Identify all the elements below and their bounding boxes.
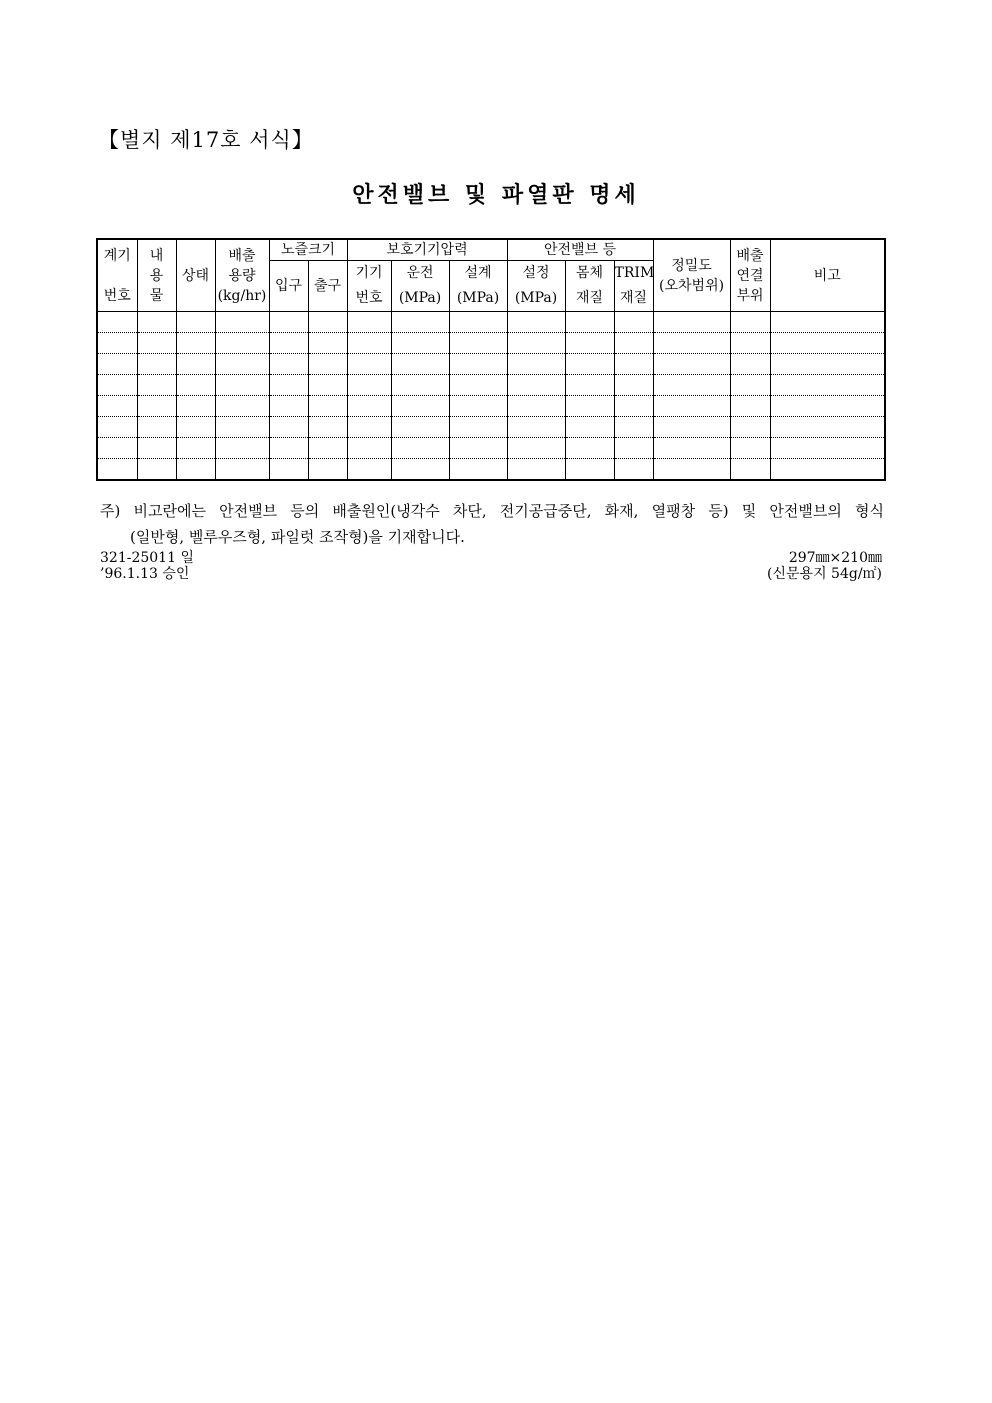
table-cell[interactable]	[614, 333, 653, 354]
table-cell[interactable]	[176, 459, 215, 481]
table-cell[interactable]	[614, 354, 653, 375]
table-cell[interactable]	[614, 438, 653, 459]
approval-date: ’96.1.13 승인	[100, 566, 190, 582]
table-cell[interactable]	[391, 333, 449, 354]
header-discharge-capacity: 배출 용량 (kg/hr)	[215, 239, 269, 312]
table-cell[interactable]	[507, 312, 565, 333]
table-cell[interactable]	[449, 438, 507, 459]
table-cell[interactable]	[730, 354, 770, 375]
table-cell[interactable]	[653, 417, 730, 438]
footer	[100, 550, 882, 582]
header-set-pressure: 설정 (MPa)	[507, 261, 565, 312]
header-precision: 정밀도 (오차범위)	[653, 239, 730, 312]
table-cell[interactable]	[308, 417, 347, 438]
table-row	[97, 333, 885, 354]
table-cell[interactable]	[308, 312, 347, 333]
table-cell[interactable]	[730, 459, 770, 481]
table-cell[interactable]	[347, 417, 391, 438]
table-cell[interactable]	[137, 396, 176, 417]
table-cell[interactable]	[176, 375, 215, 396]
header-contents: 내 용 물	[137, 239, 176, 312]
table-cell[interactable]	[176, 333, 215, 354]
table-cell[interactable]	[565, 333, 614, 354]
header-nozzle-outlet: 출구	[308, 261, 347, 312]
table-cell[interactable]	[269, 459, 308, 481]
header-equipment-no: 기기 번호	[347, 261, 391, 312]
table-cell[interactable]	[269, 438, 308, 459]
table-cell[interactable]	[391, 417, 449, 438]
table-cell[interactable]	[507, 354, 565, 375]
table-cell[interactable]	[770, 417, 885, 438]
table-cell[interactable]	[269, 375, 308, 396]
table-cell[interactable]	[176, 354, 215, 375]
table-cell[interactable]	[565, 396, 614, 417]
table-cell[interactable]	[308, 354, 347, 375]
table-cell[interactable]	[614, 312, 653, 333]
table-cell[interactable]	[308, 375, 347, 396]
table-cell[interactable]	[565, 312, 614, 333]
table-cell[interactable]	[215, 459, 269, 481]
table-cell[interactable]	[97, 375, 137, 396]
table-row	[97, 312, 885, 333]
table-cell[interactable]	[347, 396, 391, 417]
table-cell[interactable]	[308, 459, 347, 481]
header-nozzle-size: 노즐크기	[269, 239, 347, 261]
table-cell[interactable]	[507, 375, 565, 396]
paper-type: (신문용지 54g/㎡)	[767, 566, 882, 582]
table-cell[interactable]	[565, 459, 614, 481]
form-code: 321-25011 일	[100, 550, 194, 566]
table-cell[interactable]	[269, 312, 308, 333]
table-cell[interactable]	[215, 417, 269, 438]
table-cell[interactable]	[565, 354, 614, 375]
header-trim-material: TRIM 재질	[614, 261, 653, 312]
table-cell[interactable]	[97, 459, 137, 481]
table-cell[interactable]	[449, 312, 507, 333]
table-cell[interactable]	[347, 354, 391, 375]
table-cell[interactable]	[770, 438, 885, 459]
table-cell[interactable]	[507, 438, 565, 459]
table-cell[interactable]	[308, 438, 347, 459]
header-gauge-no: 계기 번호	[97, 239, 137, 312]
table-cell[interactable]	[215, 312, 269, 333]
table-cell[interactable]	[507, 333, 565, 354]
table-cell[interactable]	[730, 312, 770, 333]
table-cell[interactable]	[347, 459, 391, 481]
table-cell[interactable]	[565, 438, 614, 459]
table-cell[interactable]	[770, 396, 885, 417]
table-row	[97, 459, 885, 481]
table-cell[interactable]	[653, 354, 730, 375]
header-state: 상태	[176, 239, 215, 312]
table-cell[interactable]	[176, 312, 215, 333]
table-cell[interactable]	[97, 312, 137, 333]
header-operating-pressure: 운전 (MPa)	[391, 261, 449, 312]
table-cell[interactable]	[507, 396, 565, 417]
table-cell[interactable]	[770, 459, 885, 481]
table-cell[interactable]	[614, 375, 653, 396]
table-cell[interactable]	[97, 396, 137, 417]
table-cell[interactable]	[730, 438, 770, 459]
table-cell[interactable]	[137, 375, 176, 396]
table-cell[interactable]	[730, 417, 770, 438]
table-cell[interactable]	[653, 312, 730, 333]
table-cell[interactable]	[269, 333, 308, 354]
table-row	[97, 354, 885, 375]
note-line-2: (일반형, 벨루우즈형, 파일럿 조작형)을 기재합니다.	[130, 528, 465, 546]
table-cell[interactable]	[507, 459, 565, 481]
table-cell[interactable]	[449, 396, 507, 417]
table-cell[interactable]	[347, 312, 391, 333]
table-cell[interactable]	[391, 396, 449, 417]
table-cell[interactable]	[137, 312, 176, 333]
table-cell[interactable]	[269, 396, 308, 417]
header-protected-equipment-pressure: 보호기기압력	[347, 239, 507, 261]
table-cell[interactable]	[391, 312, 449, 333]
table-cell[interactable]	[770, 375, 885, 396]
table-row	[97, 417, 885, 438]
table-cell[interactable]	[565, 375, 614, 396]
table-row	[97, 438, 885, 459]
header-nozzle-inlet: 입구	[269, 261, 308, 312]
table-cell[interactable]	[137, 333, 176, 354]
paper-size: 297㎜×210㎜	[788, 550, 882, 566]
table-cell[interactable]	[614, 417, 653, 438]
table-cell[interactable]	[137, 354, 176, 375]
table-cell[interactable]	[97, 354, 137, 375]
table-cell[interactable]	[449, 354, 507, 375]
table-cell[interactable]	[176, 396, 215, 417]
table-cell[interactable]	[97, 438, 137, 459]
table-cell[interactable]	[391, 375, 449, 396]
table-cell[interactable]	[97, 333, 137, 354]
table-body	[97, 312, 885, 481]
table-row	[97, 396, 885, 417]
header-body-material: 몸체 재질	[565, 261, 614, 312]
table-cell[interactable]	[770, 333, 885, 354]
table-cell[interactable]	[653, 333, 730, 354]
document-title: 안전밸브 및 파열판 명세	[352, 182, 640, 208]
table-cell[interactable]	[347, 333, 391, 354]
table-cell[interactable]	[176, 417, 215, 438]
table-cell[interactable]	[770, 312, 885, 333]
table-cell[interactable]	[653, 375, 730, 396]
table-cell[interactable]	[770, 354, 885, 375]
table-cell[interactable]	[215, 438, 269, 459]
table-cell[interactable]	[137, 438, 176, 459]
note-line-1: 주) 비고란에는 안전밸브 등의 배출원인(냉각수 차단, 전기공급중단, 화재, 열팽창 등) 및 안전밸브의 형식	[100, 502, 884, 520]
table-cell[interactable]	[347, 375, 391, 396]
table-cell[interactable]	[449, 375, 507, 396]
table-cell[interactable]	[347, 438, 391, 459]
table-cell[interactable]	[137, 459, 176, 481]
table-cell[interactable]	[730, 396, 770, 417]
note	[100, 498, 884, 550]
header-discharge-connection: 배출 연결 부위	[730, 239, 770, 312]
table-cell[interactable]	[215, 375, 269, 396]
table-cell[interactable]	[215, 333, 269, 354]
table-cell[interactable]	[176, 438, 215, 459]
table-cell[interactable]	[215, 354, 269, 375]
table-cell[interactable]	[215, 396, 269, 417]
header-design-pressure: 설계 (MPa)	[449, 261, 507, 312]
table-cell[interactable]	[269, 417, 308, 438]
table-cell[interactable]	[565, 417, 614, 438]
table-cell[interactable]	[449, 417, 507, 438]
table-cell[interactable]	[653, 438, 730, 459]
table-cell[interactable]	[449, 459, 507, 481]
table-cell[interactable]	[308, 333, 347, 354]
table-row	[97, 375, 885, 396]
table-cell[interactable]	[97, 417, 137, 438]
table-cell[interactable]	[730, 333, 770, 354]
header-safety-valve-etc: 안전밸브 등	[507, 239, 653, 261]
table-cell[interactable]	[653, 396, 730, 417]
table-cell[interactable]	[137, 417, 176, 438]
table-cell[interactable]	[391, 438, 449, 459]
form-label: 【별지 제17호 서식】	[98, 128, 314, 152]
safety-valve-spec-table	[96, 238, 886, 481]
table-cell[interactable]	[614, 459, 653, 481]
table-cell[interactable]	[653, 459, 730, 481]
table-cell[interactable]	[449, 333, 507, 354]
table-cell[interactable]	[269, 354, 308, 375]
table-cell[interactable]	[730, 375, 770, 396]
table-cell[interactable]	[391, 354, 449, 375]
header-remarks: 비고	[770, 239, 885, 312]
table-cell[interactable]	[391, 459, 449, 481]
table-cell[interactable]	[507, 417, 565, 438]
table-cell[interactable]	[614, 396, 653, 417]
table-cell[interactable]	[308, 396, 347, 417]
